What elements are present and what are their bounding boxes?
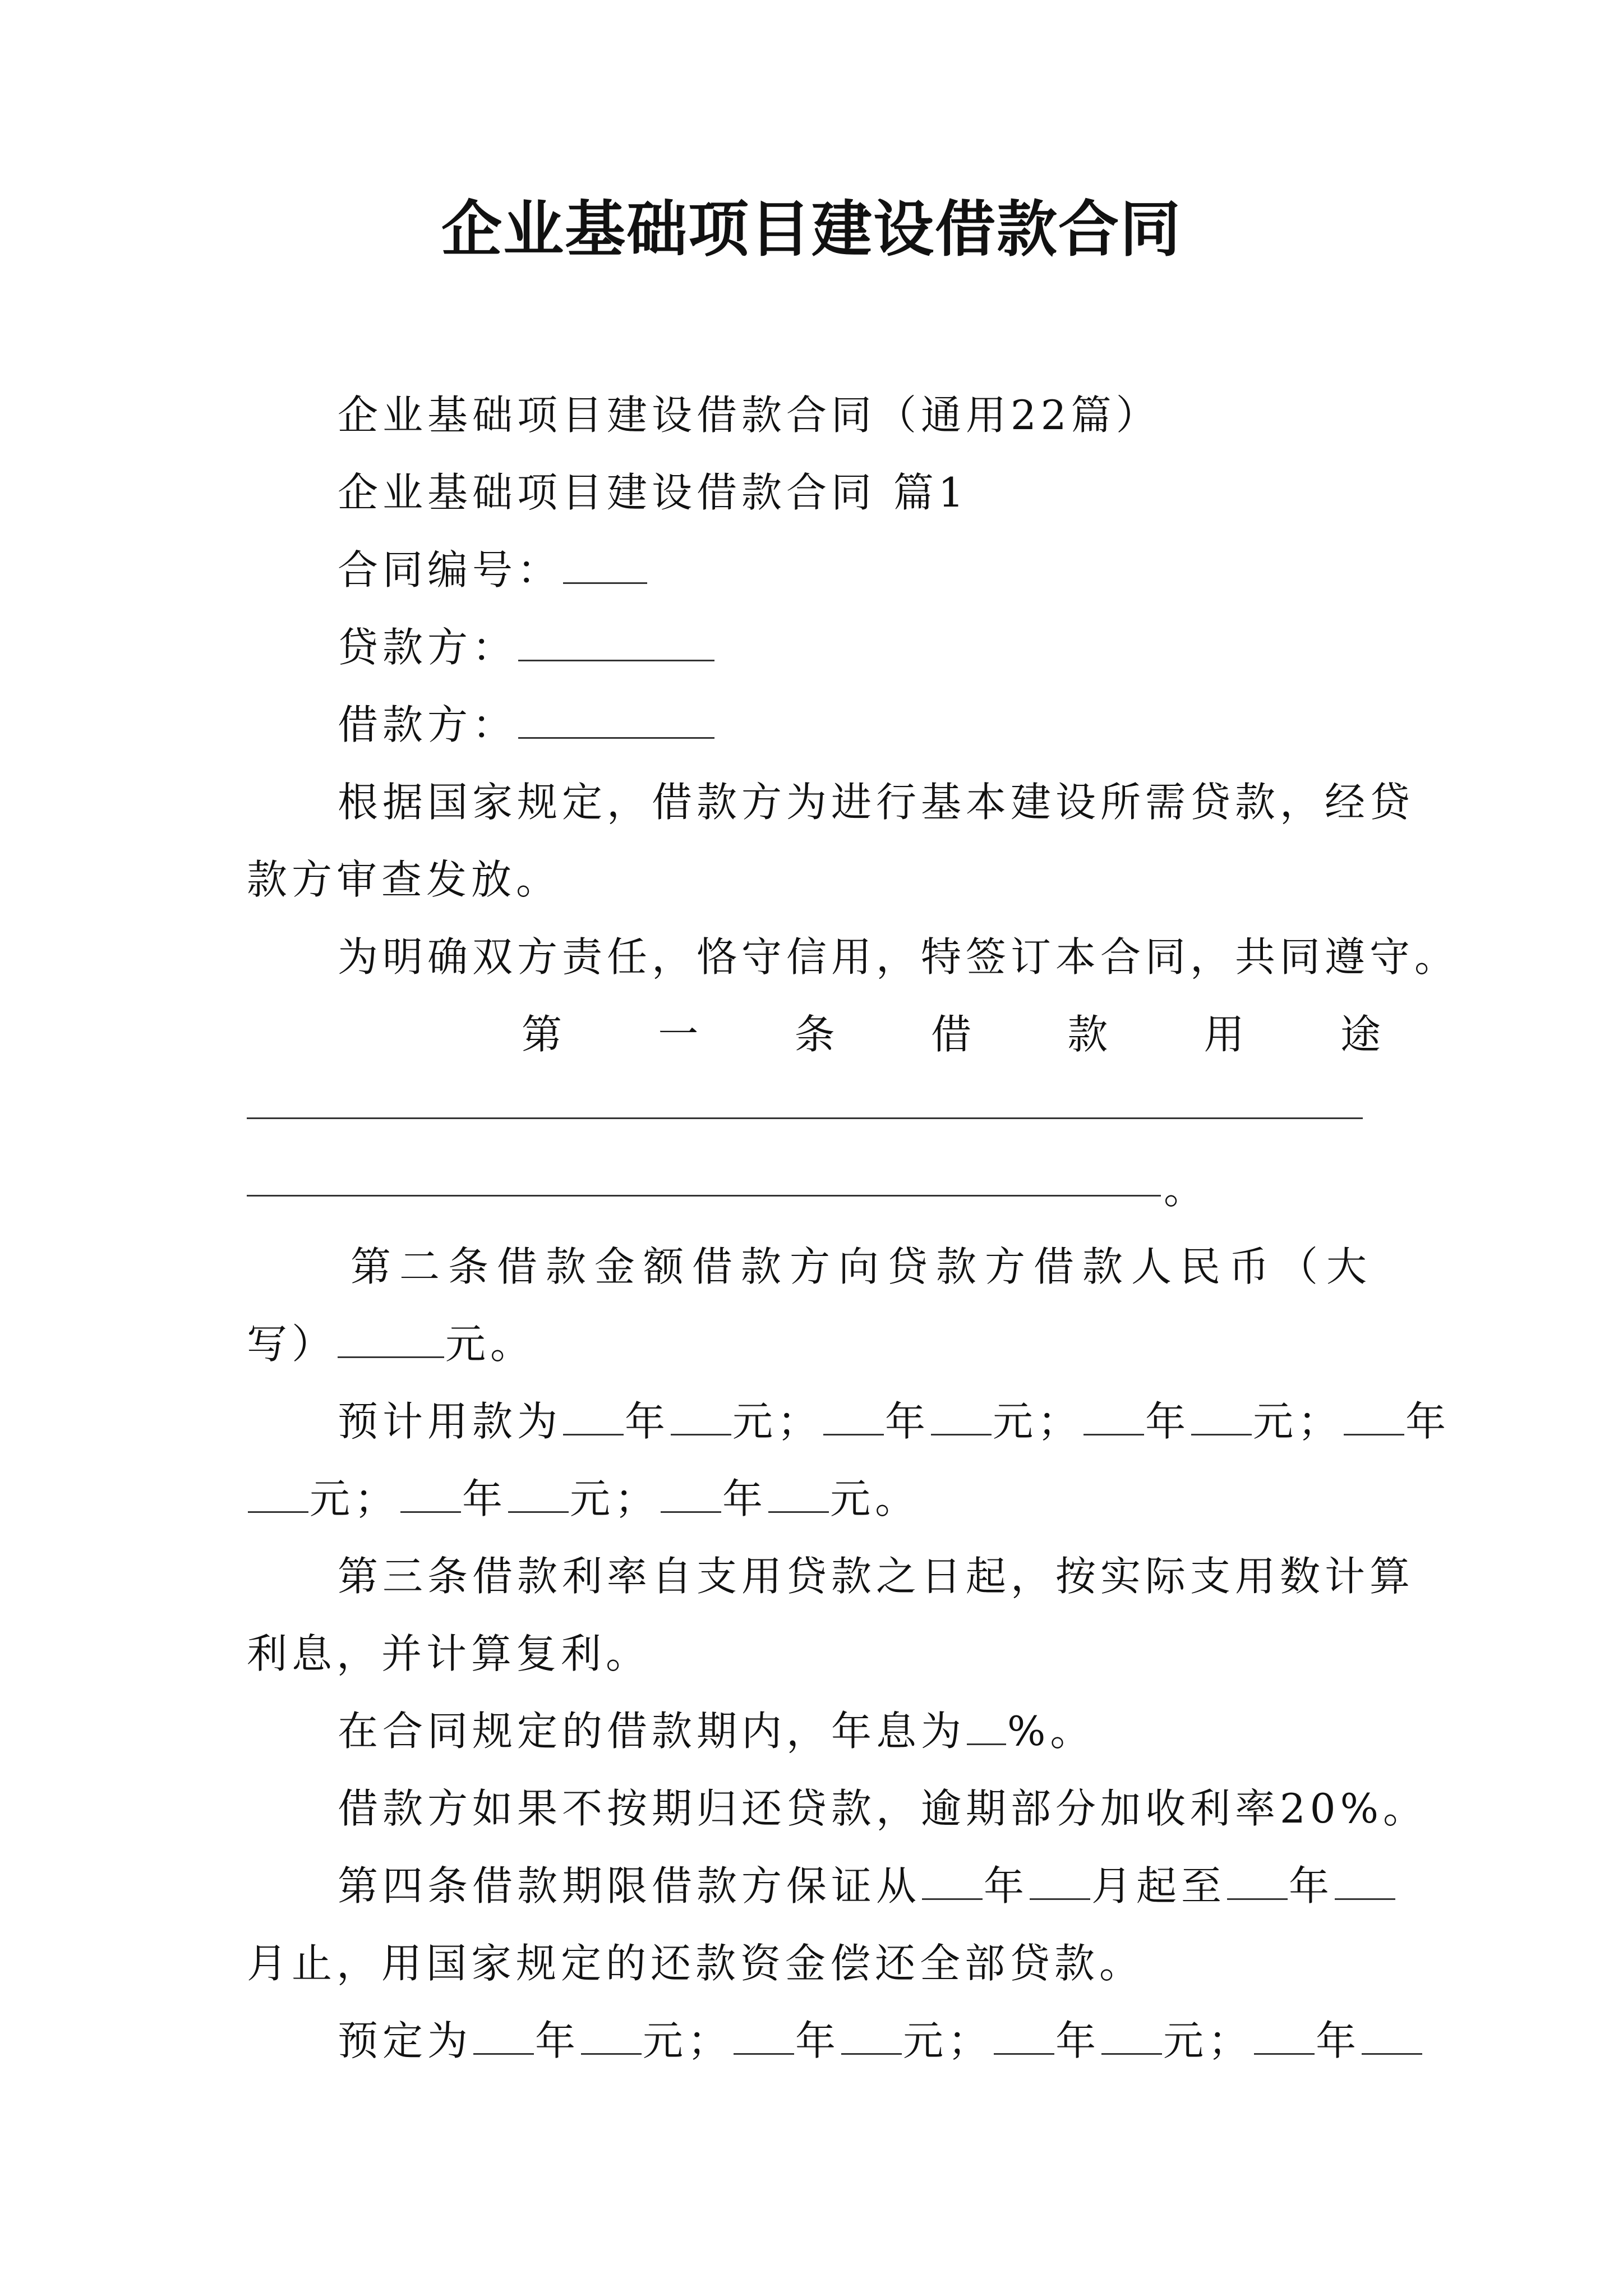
plan-text: 元。 [830,1475,920,1522]
article1-blank-line2 [247,1195,1161,1197]
article1-blank-line1 [247,1117,1363,1119]
year-blank [823,1399,884,1435]
year-blank [661,1476,721,1513]
month-blank [1335,1864,1395,1900]
year-blank [563,1399,624,1435]
amount-blank [248,1476,308,1513]
article1-heading [522,1006,1385,1062]
interest-rate-line [247,1703,1385,1759]
amount-blank [508,1476,569,1513]
plan-text: 元； [993,1398,1083,1445]
amount-blank [581,2018,642,2055]
year-blank [1083,1399,1144,1435]
amount-blank [768,1476,829,1513]
plan-text: 元； [310,1475,400,1522]
contract-number-blank [563,547,647,584]
lender-label: 贷款方： [338,624,518,671]
article1-char: 款 [1067,1011,1113,1058]
heading-all: 企业基础项目建设借款合同（通用22篇） [338,392,1161,439]
article1-char: 借 [930,1011,976,1058]
paragraph-basis-line1: 根据国家规定，借款方为进行基本建设所需贷款，经贷 [338,779,1415,826]
plan-text: 年 [1145,1398,1191,1445]
paragraph-purpose: 为明确双方责任，恪守信用，特签订本合同，共同遵守。 [338,933,1460,981]
plan-line1 [247,1393,1451,1450]
heading-part1: 企业基础项目建设借款合同 篇1 [338,469,969,516]
year-blank [922,1864,983,1900]
amount-blank [1191,1399,1252,1435]
article2-yuan: 元。 [445,1320,536,1368]
year-blank [1344,1399,1404,1435]
plan-text: 年 [1405,1398,1451,1445]
lender-blank [518,625,714,661]
plan-text: 元； [732,1398,823,1445]
article4-line1 [247,1858,1385,1914]
year-blank [1227,1864,1288,1900]
year-blank [473,2018,534,2055]
amount-blank [671,1399,731,1435]
paragraph-basis-line2: 款方审查发放。 [247,856,561,903]
schedule-line [247,2013,1385,2069]
interest-rate-blank [967,1709,1006,1745]
article4-text: 第四条借款期限借款方保证从 [338,1862,921,1910]
article4-line2: 月止，用国家规定的还款资金偿还全部贷款。 [247,1940,1145,1987]
plan-text: 年 [462,1475,508,1522]
plan-text: 预计用款为 [338,1398,562,1445]
borrower-label: 借款方： [338,701,518,748]
plan-text: 年 [625,1398,670,1445]
article2-line2 [247,1316,1385,1372]
plan-text: 元； [570,1475,660,1522]
article2-line1: 第二条借款金额借款方向贷款方借款人民币（大 [351,1243,1376,1290]
amount-blank [338,1322,444,1358]
article1-char: 条 [794,1011,840,1058]
amount-blank [1101,2018,1162,2055]
year-blank [400,1476,461,1513]
article2-daxie: 写） [247,1320,337,1368]
article3-line1: 第三条借款利率自支用贷款之日起，按实际支用数计算 [338,1553,1415,1600]
article4-text: 年 [984,1862,1029,1910]
amount-blank [931,1399,992,1435]
schedule-text: 预定为 [338,2017,473,2064]
borrower-line [247,697,1385,753]
year-blank [734,2018,794,2055]
schedule-text: 元； [643,2017,733,2064]
amount-blank [841,2018,902,2055]
lender-line [247,619,1385,675]
amount-blank [1362,2018,1422,2055]
article1-char: 途 [1340,1011,1385,1058]
plan-text: 年 [885,1398,930,1445]
schedule-text: 元； [1163,2017,1253,2064]
schedule-text: 元； [903,2017,993,2064]
plan-line2 [247,1471,1385,1527]
article4-text: 月起至 [1091,1862,1227,1910]
article1-char: 一 [658,1011,703,1058]
contract-number-line [247,542,1385,598]
schedule-text: 年 [1055,2017,1101,2064]
schedule-text: 年 [535,2017,580,2064]
contract-number-label: 合同编号： [338,546,562,593]
document-title: 企业基础项目建设借款合同 [441,195,1182,265]
schedule-text: 年 [1316,2017,1361,2064]
year-blank [1254,2018,1315,2055]
article4-text: 年 [1289,1862,1334,1910]
interest-rate-text: 在合同规定的借款期内，年息为 [338,1708,966,1755]
article1-period: 。 [1164,1166,1209,1213]
month-blank [1030,1864,1090,1900]
overdue-clause: 借款方如果不按期归还贷款，逾期部分加收利率20%。 [338,1785,1428,1832]
article3-line2: 利息，并计算复利。 [247,1630,651,1677]
article1-char: 第 [522,1011,567,1058]
interest-rate-unit: %。 [1007,1708,1095,1755]
article1-char: 用 [1204,1011,1249,1058]
schedule-text: 年 [795,2017,841,2064]
plan-text: 年 [722,1475,768,1522]
year-blank [994,2018,1054,2055]
plan-text: 元； [1253,1398,1343,1445]
borrower-blank [518,702,714,739]
